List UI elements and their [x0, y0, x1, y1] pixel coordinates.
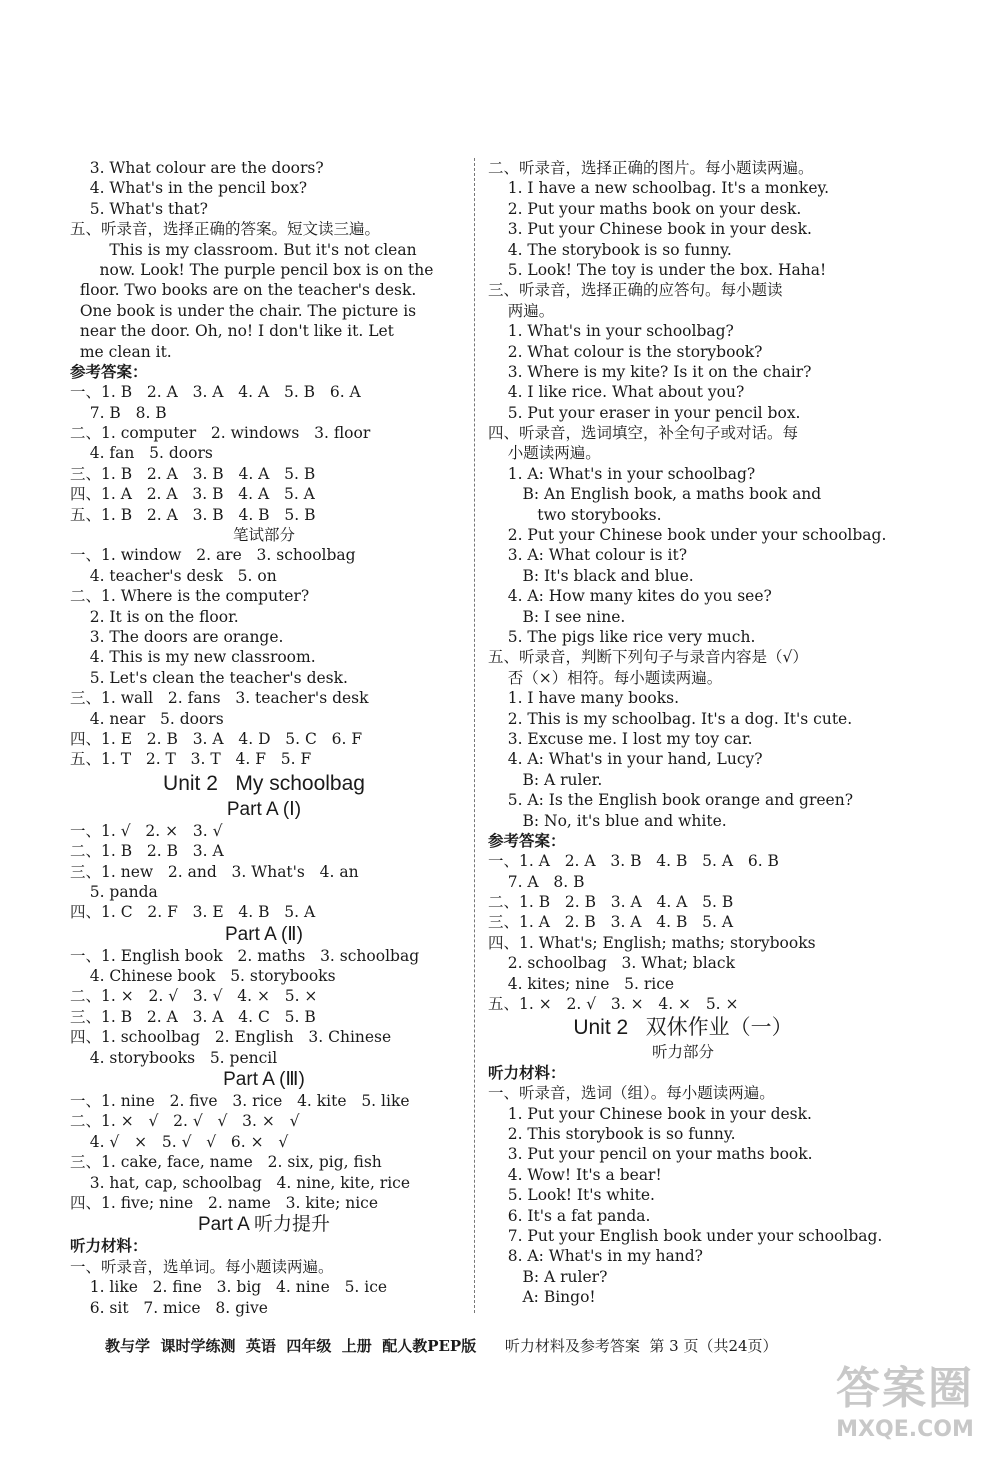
watermark-url: MXQE.COM: [836, 1417, 974, 1442]
left-line: 3. What colour are the doors?: [70, 159, 324, 177]
left-line: 四、1. schoolbag 2. English 3. Chinese: [70, 1028, 392, 1047]
left-line: 一、听录音，选单词。每小题读两遍。: [70, 1257, 334, 1276]
left-line: Part A (Ⅲ): [223, 1069, 305, 1091]
right-line: 6. It's a fat panda.: [488, 1206, 651, 1225]
right-line: 3. Where is my kite? Is it on the chair?: [488, 362, 812, 381]
right-line: A: Bingo!: [488, 1288, 596, 1307]
left-line: 三、1. cake, face, name 2. six, pig, fish: [70, 1153, 382, 1172]
left-line: 4. This is my new classroom.: [70, 648, 316, 667]
right-line: 小题读两遍。: [488, 444, 601, 463]
left-line: floor. Two books are on the teacher's desk.: [70, 281, 417, 300]
right-line: 三、1. A 2. B 3. A 4. B 5. A: [488, 913, 734, 932]
left-line: 一、1. window 2. are 3. schoolbag: [70, 546, 356, 565]
left-line: 四、1. five; nine 2. name 3. kite; nice: [70, 1193, 379, 1212]
right-line: 三、听录音，选择正确的应答句。每小题读: [488, 281, 783, 300]
right-line: Unit 2 双休作业（一）: [573, 1016, 793, 1040]
right-line: B: A ruler.: [488, 770, 603, 789]
right-line: 听力材料：: [488, 1062, 566, 1082]
right-line: 五、1. × 2. √ 3. × 4. × 5. ×: [488, 995, 739, 1014]
left-line: One book is under the chair. The picture is: [70, 301, 417, 320]
left-line: 听力材料：: [70, 1236, 148, 1256]
page-footer: [105, 1336, 885, 1356]
right-line: 4. A: How many kites do you see?: [488, 587, 772, 606]
right-line: 2. Put your Chinese book under your schoolbag.: [488, 526, 887, 545]
right-line: 7. A 8. B: [488, 872, 585, 891]
footer-book-title: 教与学 课时学练测 英语 四年级 上册 配人教PEP版: [105, 1337, 477, 1355]
left-line: 五、1. B 2. A 3. B 4. B 5. B: [70, 505, 316, 524]
left-line: 一、1. √ 2. × 3. √: [70, 821, 223, 840]
left-line: 1. like 2. fine 3. big 4. nine 5. ice: [70, 1278, 388, 1297]
right-line: 参考答案：: [488, 830, 566, 850]
right-line: 4. Wow! It's a bear!: [488, 1165, 662, 1184]
left-line: Unit 2 My schoolbag: [163, 771, 365, 795]
right-line: 2. Put your maths book on your desk.: [488, 199, 802, 218]
right-column: [488, 158, 887, 1307]
left-line: 4. Chinese book 5. storybooks: [70, 967, 336, 986]
right-line: 否（×）相符。每小题读两遍。: [488, 668, 723, 687]
right-line: 四、1. What's; English; maths; storybooks: [488, 933, 816, 952]
watermark-text: 答案圈: [836, 1363, 974, 1414]
right-line: 5. The pigs like rice very much.: [488, 627, 756, 646]
right-line: 五、听录音，判断下列句子与录音内容是（√）: [488, 648, 808, 667]
left-line: 二、1. × √ 2. √ √ 3. × √: [70, 1112, 300, 1131]
right-line: 5. Look! The toy is under the box. Haha!: [488, 260, 827, 279]
right-line: 3. Put your Chinese book in your desk.: [488, 220, 812, 239]
left-line: 四、1. A 2. A 3. B 4. A 5. A: [70, 485, 315, 504]
right-line: 3. A: What colour is it?: [488, 546, 688, 565]
right-line: 1. I have a new schoolbag. It's a monkey.: [488, 179, 830, 198]
right-line: 4. kites; nine 5. rice: [488, 974, 675, 993]
right-line: 二、1. B 2. B 3. A 4. A 5. B: [488, 893, 734, 912]
right-line: 3. Excuse me. I lost my toy car.: [488, 729, 753, 748]
right-line: 2. This is my schoolbag. It's a dog. It's cute.: [488, 709, 853, 728]
left-line: 二、1. Where is the computer?: [70, 587, 310, 606]
left-line: 参考答案：: [70, 361, 148, 381]
left-line: Part A (Ⅱ): [225, 923, 303, 945]
left-line: 三、1. wall 2. fans 3. teacher's desk: [70, 689, 369, 708]
left-line: 一、1. B 2. A 3. A 4. A 5. B 6. A: [70, 383, 361, 402]
right-line: 8. A: What's in my hand?: [488, 1247, 703, 1266]
left-line: 3. The doors are orange.: [70, 627, 284, 646]
watermark-logo: [830, 1361, 980, 1453]
right-line: B: A ruler?: [488, 1267, 608, 1286]
left-line: 6. sit 7. mice 8. give: [70, 1298, 268, 1317]
right-line: 1. A: What's in your schoolbag?: [488, 464, 756, 483]
left-line: 一、1. nine 2. five 3. rice 4. kite 5. like: [70, 1092, 410, 1111]
right-line: 2. This storybook is so funny.: [488, 1124, 736, 1143]
left-line: 二、1. B 2. B 3. A: [70, 842, 224, 861]
footer-page-number: 第 3 页（共24页）: [649, 1337, 778, 1355]
right-line: 1. Put your Chinese book in your desk.: [488, 1104, 812, 1123]
right-line: 3. Put your pencil on your maths book.: [488, 1145, 813, 1164]
left-line: 4. near 5. doors: [70, 709, 224, 728]
left-line: 四、1. E 2. B 3. A 4. D 5. C 6. F: [70, 729, 363, 748]
right-line: 一、1. A 2. A 3. B 4. B 5. A 6. B: [488, 852, 779, 871]
right-line: 2. What colour is the storybook?: [488, 342, 763, 361]
right-line: 四、听录音，选词填空，补全句子或对话。每: [488, 424, 799, 443]
left-line: 4. √ × 5. √ √ 6. × √: [70, 1132, 289, 1151]
left-line: 三、1. B 2. A 3. B 4. A 5. B: [70, 464, 316, 483]
left-line: 三、1. B 2. A 3. A 4. C 5. B: [70, 1007, 316, 1026]
right-line: B: I see nine.: [488, 607, 626, 626]
left-line: me clean it.: [70, 342, 172, 361]
right-line: 4. I like rice. What about you?: [488, 383, 745, 402]
right-line: 5. Look! It's white.: [488, 1186, 655, 1205]
left-line: 4. storybooks 5. pencil: [70, 1048, 278, 1067]
left-line: 4. fan 5. doors: [70, 444, 213, 463]
left-line: 五、听录音，选择正确的答案。短文读三遍。: [70, 220, 381, 239]
right-line: 4. The storybook is so funny.: [488, 240, 732, 259]
left-line: 4. What's in the pencil box?: [70, 179, 308, 198]
right-line: 两遍。: [488, 301, 555, 320]
left-line: 二、1. computer 2. windows 3. floor: [70, 424, 371, 443]
right-line: 5. A: Is the English book orange and green?: [488, 791, 854, 810]
left-line: now. Look! The purple pencil box is on the: [70, 260, 434, 279]
left-line: 4. teacher's desk 5. on: [70, 566, 277, 585]
right-line: 一、听录音，选词（组）。每小题读两遍。: [488, 1084, 775, 1103]
left-line: 5. Let's clean the teacher's desk.: [70, 668, 348, 687]
left-line: Part A (Ⅰ): [226, 798, 302, 820]
left-line: 3. hat, cap, schoolbag 4. nine, kite, rice: [70, 1173, 411, 1192]
left-line: 三、1. new 2. and 3. What's 4. an: [70, 862, 359, 881]
footer-section: 听力材料及参考答案: [504, 1337, 640, 1355]
left-line: 7. B 8. B: [70, 403, 167, 422]
left-line: 二、1. × 2. √ 3. √ 4. × 5. ×: [70, 987, 318, 1006]
column-divider: [474, 158, 476, 1313]
left-line: 5. What's that?: [70, 199, 208, 218]
left-line: 2. It is on the floor.: [70, 607, 239, 626]
right-line: B: No, it's blue and white.: [488, 811, 727, 830]
left-line: Part A 听力提升: [198, 1214, 330, 1236]
right-line: 7. Put your English book under your schoolbag.: [488, 1226, 883, 1245]
right-line: 1. I have many books.: [488, 689, 680, 708]
left-line: 四、1. C 2. F 3. E 4. B 5. A: [70, 903, 316, 922]
left-line: 五、1. T 2. T 3. T 4. F 5. F: [70, 750, 312, 769]
left-line: 笔试部分: [232, 526, 295, 545]
left-line: near the door. Oh, no! I don't like it. Let: [70, 322, 394, 341]
left-line: 一、1. English book 2. maths 3. schoolbag: [70, 946, 420, 965]
left-line: This is my classroom. But it's not clean: [70, 240, 417, 259]
right-line: two storybooks.: [488, 505, 662, 524]
right-line: 1. What's in your schoolbag?: [488, 322, 734, 341]
left-column: [70, 158, 458, 1318]
right-line: 听力部分: [651, 1043, 714, 1062]
right-line: 2. schoolbag 3. What; black: [488, 954, 735, 973]
right-line: B: It's black and blue.: [488, 566, 694, 585]
right-line: 4. A: What's in your hand, Lucy?: [488, 750, 763, 769]
right-line: B: An English book, a maths book and: [488, 485, 822, 504]
right-line: 二、听录音，选择正确的图片。每小题读两遍。: [488, 159, 814, 177]
right-line: 5. Put your eraser in your pencil box.: [488, 403, 801, 422]
left-line: 5. panda: [70, 882, 158, 901]
